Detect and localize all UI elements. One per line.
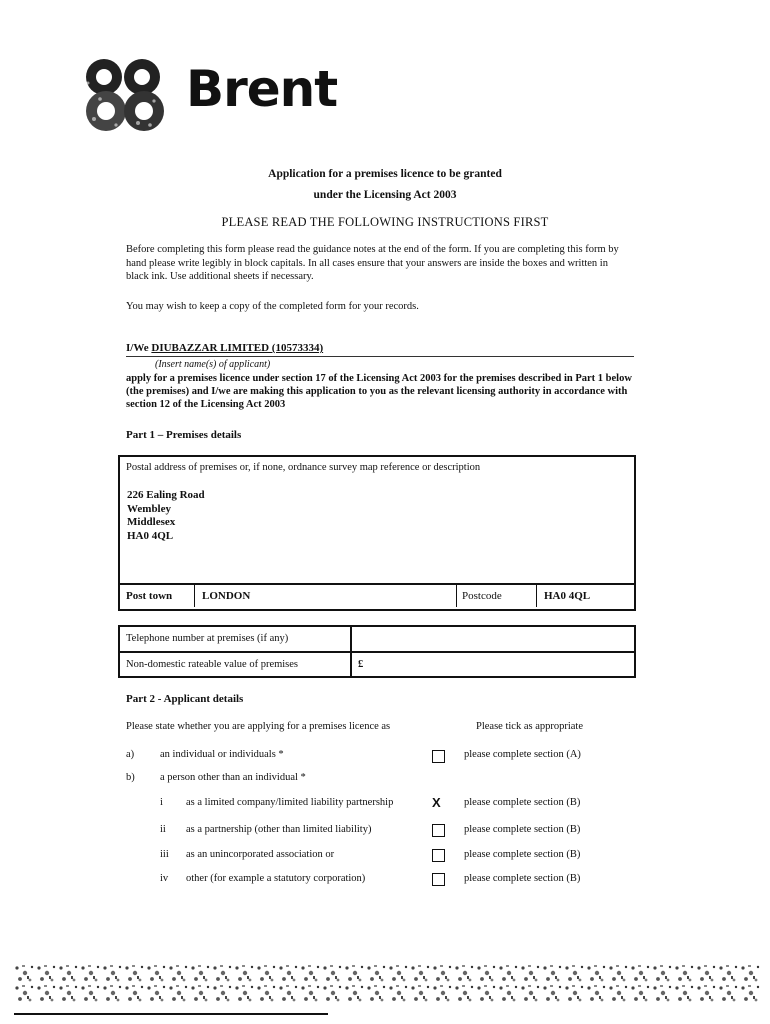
premises-info-table	[118, 625, 636, 678]
suboption-label: as a limited company/limited liability partnership	[186, 797, 394, 808]
address-line: Middlesex	[127, 516, 176, 528]
form-title: Application for a premises licence to be granted	[268, 168, 502, 180]
suboption-iii-checkbox[interactable]	[432, 849, 445, 862]
option-b-letter: b)	[126, 772, 135, 783]
address-line: HA0 4QL	[127, 529, 174, 542]
insert-name-note: (Insert name(s) of applicant)	[155, 359, 271, 370]
suboption-label: other (for example a statutory corporation)	[186, 873, 366, 884]
form-subtitle: under the Licensing Act 2003	[313, 189, 457, 201]
address-line: 226 Ealing Road	[127, 489, 205, 501]
suboption-number: i	[160, 797, 163, 808]
telephone-row	[120, 627, 634, 653]
suboption-number: iv	[160, 873, 169, 884]
divider	[536, 585, 537, 607]
suboption-iv-checkbox[interactable]	[432, 873, 445, 886]
divider	[194, 585, 195, 607]
suboption-label: as an unincorporated association or	[186, 849, 335, 860]
suboption-instruction: please complete section (B)	[464, 873, 581, 884]
copy-note: You may wish to keep a copy of the completed form for your records.	[126, 301, 419, 312]
intro-paragraph: Before completing this form please read the guidance notes at the end of the form. If you are completing this form by hand please write legibly in block capitals. In all cases ensure that your answers are inside the boxes and written in black ink. Use additional sheets if necessary.	[126, 244, 619, 282]
postcode-field[interactable]: HA0 4QL	[544, 590, 591, 602]
applicant-line	[126, 342, 323, 354]
applicant-type-question: Please state whether you are applying for a premises licence as	[126, 721, 391, 732]
post-town-field[interactable]: LONDON	[202, 590, 251, 602]
option-a-checkbox[interactable]	[432, 750, 445, 763]
suboption-instruction: please complete section (B)	[464, 797, 581, 808]
suboption-ii-checkbox[interactable]	[432, 824, 445, 837]
footer-rule	[14, 1013, 328, 1015]
address-line: Wembley	[127, 502, 171, 515]
decorative-footer-pattern-icon	[14, 964, 760, 1004]
telephone-label: Telephone number at premises (if any)	[126, 633, 289, 644]
applicant-name[interactable]: DIUBAZZAR LIMITED (10573334)	[151, 342, 324, 354]
option-a-letter: a)	[126, 749, 135, 760]
suboption-instruction: please complete section (B)	[464, 824, 581, 835]
post-town-label: Post town	[126, 590, 173, 602]
applicant-underline	[126, 356, 634, 357]
post-town-row	[120, 583, 634, 609]
suboption-number: ii	[160, 824, 166, 835]
address-field[interactable]	[127, 489, 205, 543]
address-label: Postal address of premises or, if none, ordnance survey map reference or description	[126, 462, 481, 473]
application-statement: apply for a premises licence under section 17 of the Licensing Act 2003 for the premises described in Part 1 below (the premises) and I/we are making this application to you as the relevant licensing authority in accordance with section 12 of the Licensing Act 2003	[126, 373, 632, 410]
instructions-heading: PLEASE READ THE FOLLOWING INSTRUCTIONS FIRST	[221, 215, 549, 229]
column-divider	[350, 627, 352, 676]
telephone-field[interactable]	[358, 627, 628, 651]
postcode-label: Postcode	[462, 590, 502, 602]
premises-address-box	[118, 455, 636, 611]
brent-logo-icon	[80, 55, 178, 135]
rateable-value-label: Non-domestic rateable value of premises	[126, 659, 299, 670]
suboption-number: iii	[160, 849, 169, 860]
suboption-i-checkbox-checked[interactable]: X	[432, 795, 441, 810]
option-a-label: an individual or individuals *	[160, 749, 284, 760]
option-b-label: a person other than an individual *	[160, 772, 306, 783]
divider	[456, 585, 457, 607]
suboption-label: as a partnership (other than limited liability)	[186, 824, 372, 835]
part2-heading: Part 2 - Applicant details	[126, 693, 244, 705]
tick-note: Please tick as appropriate	[476, 721, 583, 732]
brent-logo-text: Brent	[186, 60, 338, 118]
suboption-instruction: please complete section (B)	[464, 849, 581, 860]
applicant-prefix: I/We	[126, 342, 149, 354]
option-a-instruction: please complete section (A)	[464, 749, 581, 760]
rateable-value-field[interactable]: £	[358, 659, 364, 670]
part1-heading: Part 1 – Premises details	[126, 429, 242, 441]
